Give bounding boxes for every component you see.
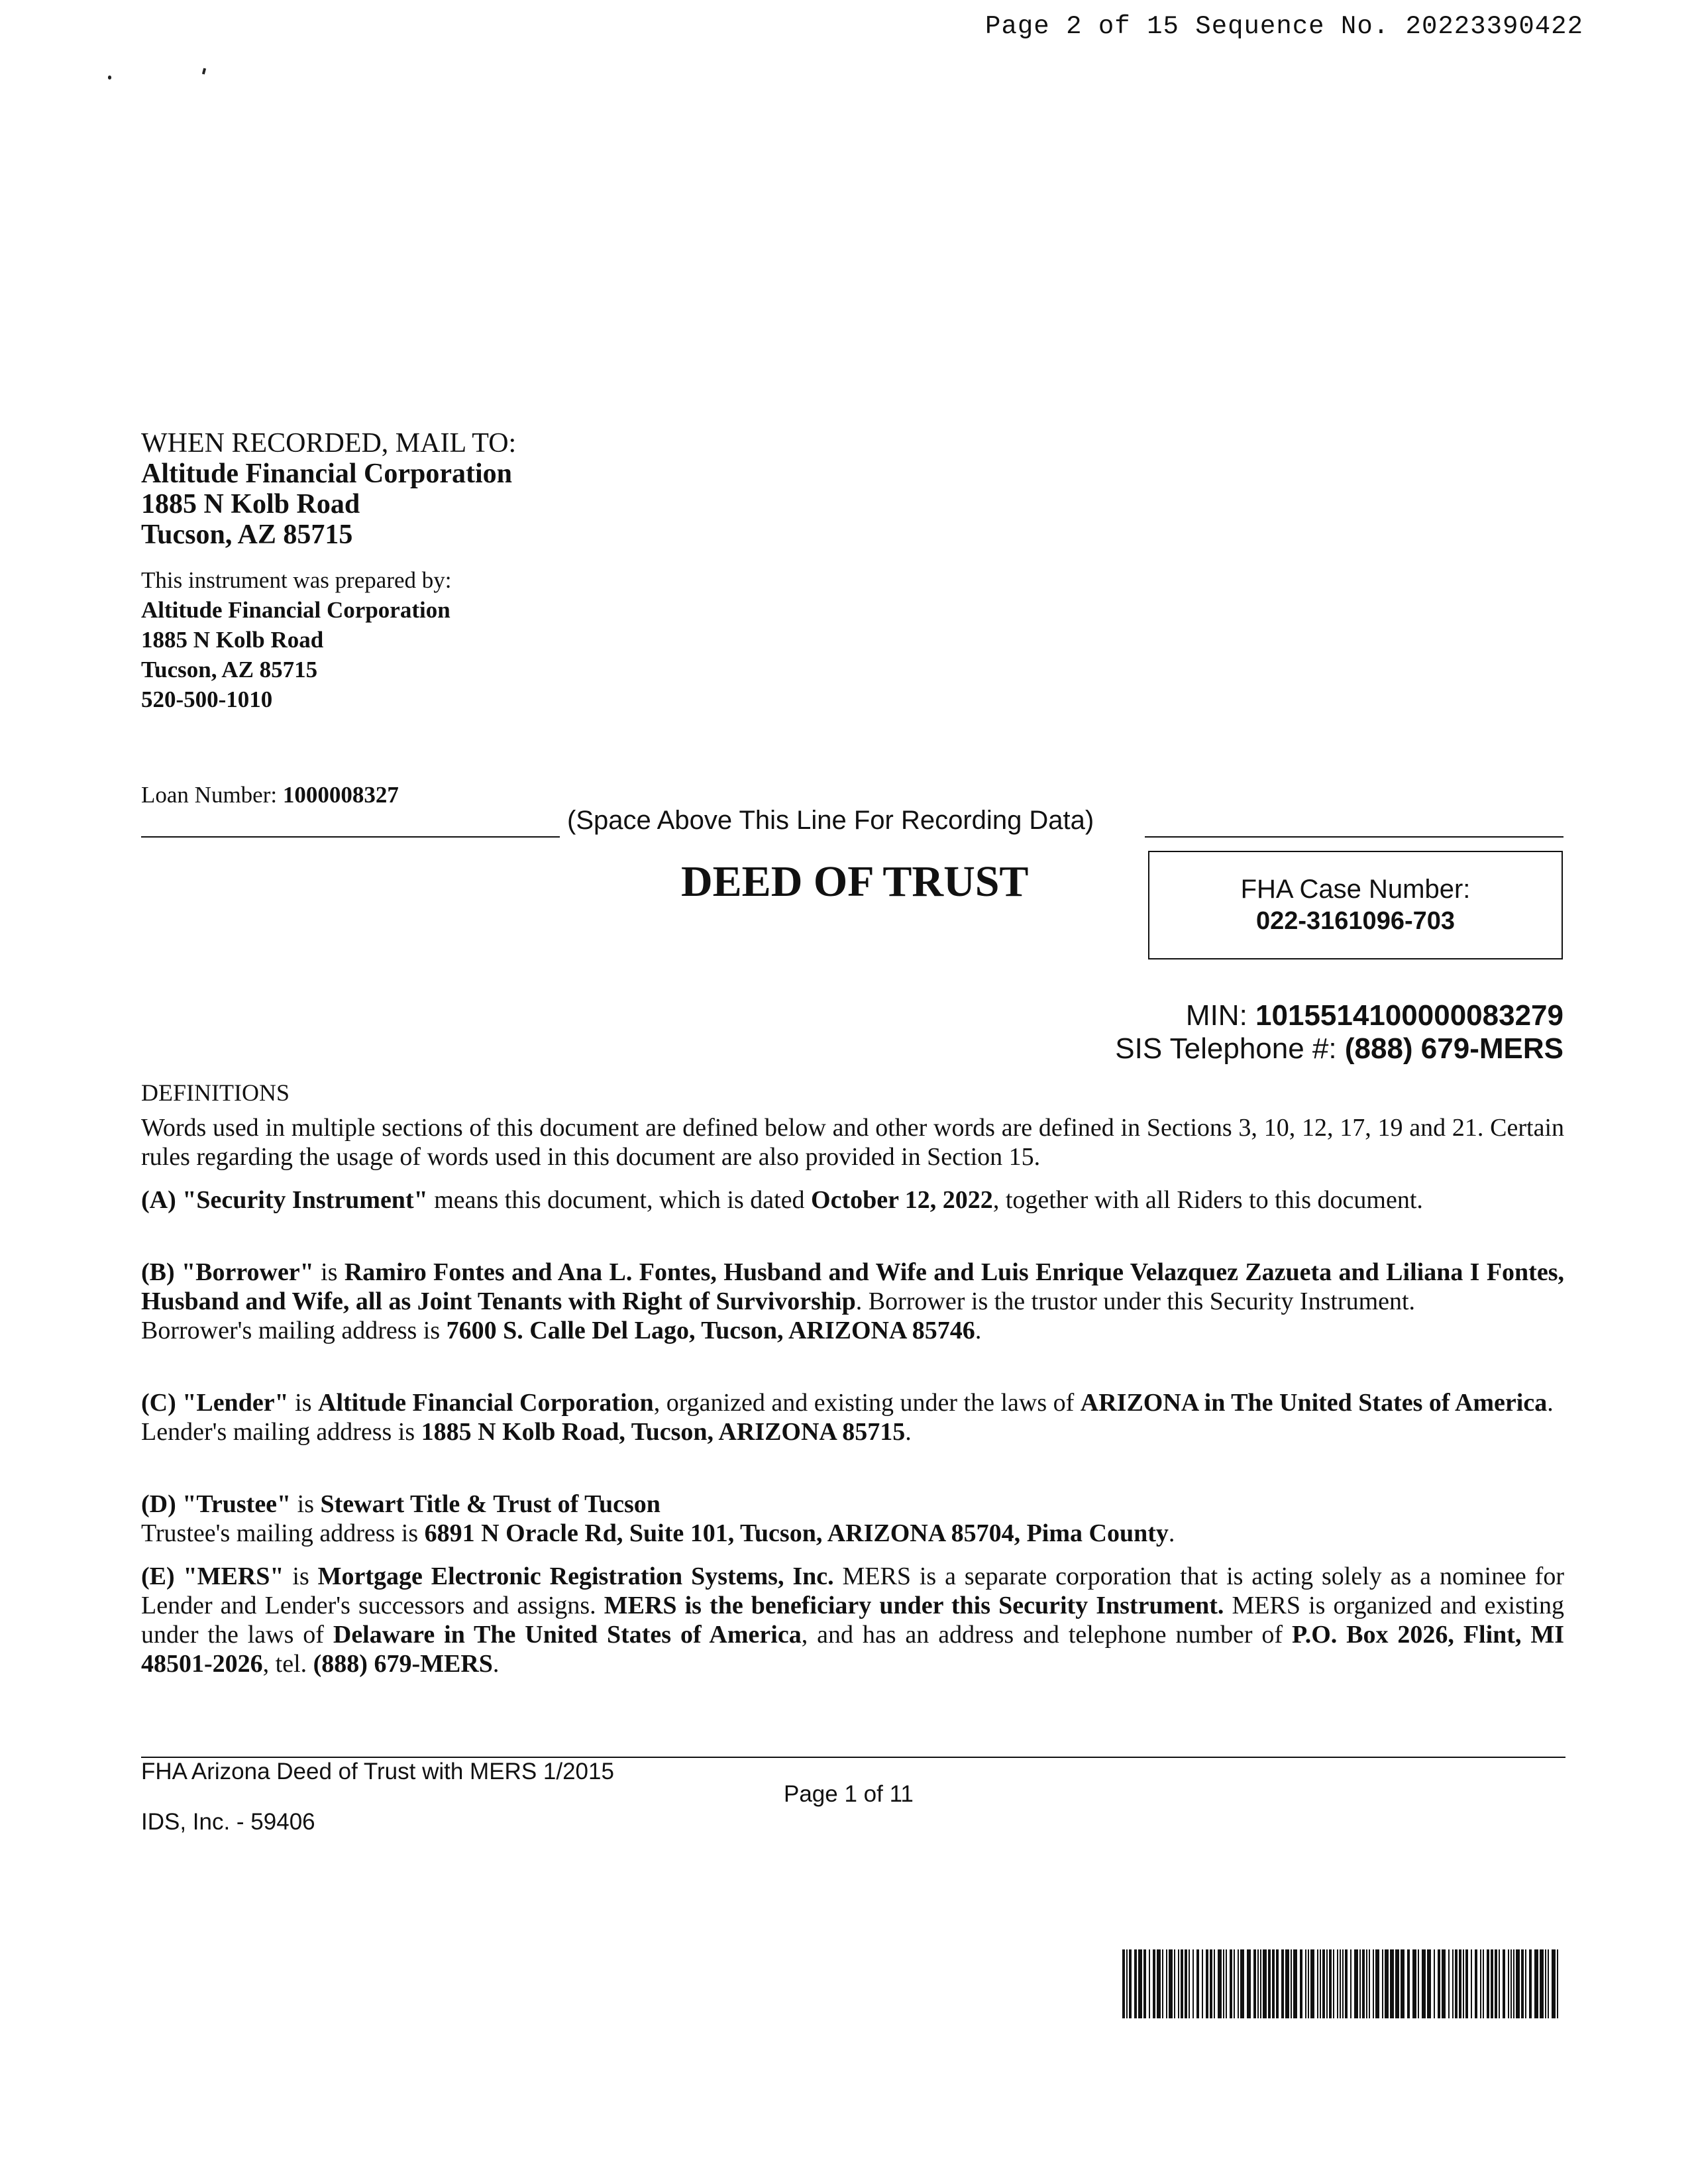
barcode-bar bbox=[1322, 1949, 1325, 2018]
barcode-bar bbox=[1169, 1949, 1173, 2018]
min-block bbox=[1115, 999, 1564, 1065]
barcode-bar bbox=[1521, 1949, 1524, 2018]
min-number: 1015514100000083279 bbox=[1255, 999, 1564, 1032]
barcode-bar bbox=[1214, 1949, 1215, 2018]
barcode-bar bbox=[1534, 1949, 1538, 2018]
barcode-bar bbox=[1202, 1949, 1203, 2018]
barcode-bar bbox=[1305, 1949, 1306, 2018]
barcode-bar bbox=[1552, 1949, 1556, 2018]
lender-name: Altitude Financial Corporation bbox=[318, 1389, 654, 1417]
barcode-bar bbox=[1407, 1949, 1410, 2018]
barcode-image bbox=[1122, 1949, 1564, 2018]
barcode-bar bbox=[1238, 1949, 1239, 2018]
barcode-bar bbox=[1129, 1949, 1132, 2018]
barcode-bar bbox=[1234, 1949, 1235, 2018]
barcode-bar bbox=[1342, 1949, 1344, 2018]
barcode-bar bbox=[1218, 1949, 1222, 2018]
barcode-bar bbox=[1230, 1949, 1232, 2018]
barcode-bar bbox=[1495, 1949, 1497, 2018]
footer-form-name: FHA Arizona Deed of Trust with MERS 1/2015 bbox=[141, 1759, 614, 1784]
barcode-bar bbox=[1122, 1949, 1125, 2018]
barcode-bar bbox=[1382, 1949, 1383, 2018]
barcode-bar bbox=[1465, 1949, 1468, 2018]
loan-number-value: 1000008327 bbox=[282, 782, 399, 808]
barcode-bar bbox=[1412, 1949, 1416, 2018]
barcode-bar bbox=[1452, 1949, 1454, 2018]
barcode-bar bbox=[1487, 1949, 1489, 2018]
barcode-bar bbox=[1310, 1949, 1314, 2018]
definition-e-text-2: MERS is a separate corporation that is acting solely as a nominee for Lender and Lender's successors and assigns. bbox=[141, 1562, 1564, 1619]
lender-jurisdiction: ARIZONA in The United States of America bbox=[1080, 1389, 1548, 1417]
fha-case-box bbox=[1148, 851, 1563, 959]
return-address-name: Altitude Financial Corporation bbox=[141, 459, 513, 489]
recording-line-right bbox=[1145, 836, 1564, 838]
barcode-bar bbox=[1189, 1949, 1190, 2018]
definition-e-term: (E) "MERS" bbox=[141, 1562, 284, 1590]
barcode-bar bbox=[1329, 1949, 1332, 2018]
barcode-bar bbox=[1373, 1949, 1374, 2018]
fha-case-number: 022-3161096-703 bbox=[1255, 907, 1456, 935]
definitions-heading: DEFINITIONS bbox=[141, 1079, 290, 1106]
barcode-bar bbox=[1525, 1949, 1526, 2018]
definitions-intro bbox=[141, 1113, 1564, 1172]
preparer-block bbox=[141, 565, 452, 714]
barcode-bar bbox=[1293, 1949, 1297, 2018]
preparer-street: 1885 N Kolb Road bbox=[141, 627, 324, 653]
barcode-bar bbox=[1138, 1949, 1142, 2018]
barcode-bar bbox=[1320, 1949, 1321, 2018]
barcode-bar bbox=[1475, 1949, 1477, 2018]
barcode-bar bbox=[1166, 1949, 1167, 2018]
barcode-bar bbox=[1529, 1949, 1532, 2018]
barcode-bar bbox=[1540, 1949, 1544, 2018]
barcode-bar bbox=[1366, 1949, 1367, 2018]
barcode-bar bbox=[1548, 1949, 1549, 2018]
barcode-bar bbox=[1337, 1949, 1338, 2018]
definition-b-names: Ramiro Fontes and Ana L. Fontes, Husband and Wife and Luis Enrique Velazquez Zazueta and Liliana I Fontes, Husband and Wife, all as Joint Tenants with Right of Survivorship bbox=[141, 1258, 1564, 1315]
barcode-bar bbox=[1359, 1949, 1361, 2018]
trustee-address: 6891 N Oracle Rd, Suite 101, Tucson, ARIZONA 85704, Pima County bbox=[424, 1519, 1169, 1547]
barcode-bar bbox=[1448, 1949, 1450, 2018]
barcode-bar bbox=[1333, 1949, 1334, 2018]
mers-address: P.O. Box 2026, Flint, MI 48501-2026 bbox=[141, 1621, 1565, 1678]
barcode-bar bbox=[1362, 1949, 1365, 2018]
barcode-bar bbox=[1345, 1949, 1348, 2018]
mers-name: Mortgage Electronic Registration Systems, Inc. bbox=[317, 1562, 834, 1590]
barcode-bar bbox=[1483, 1949, 1484, 2018]
preparer-heading: This instrument was prepared by: bbox=[141, 567, 452, 593]
barcode-bar bbox=[1157, 1949, 1161, 2018]
footer-page-number: Page 1 of 11 bbox=[784, 1781, 914, 1807]
barcode-bar bbox=[1226, 1949, 1227, 2018]
definition-a-date: October 12, 2022 bbox=[811, 1186, 993, 1214]
barcode-bar bbox=[1390, 1949, 1394, 2018]
barcode-bar bbox=[1281, 1949, 1284, 2018]
barcode-bar bbox=[1300, 1949, 1302, 2018]
barcode-bar bbox=[1192, 1949, 1194, 2018]
barcode-bar bbox=[1126, 1949, 1128, 2018]
definition-d-term: (D) "Trustee" bbox=[141, 1490, 292, 1518]
barcode-bar bbox=[1375, 1949, 1379, 2018]
barcode-bar bbox=[1463, 1949, 1464, 2018]
preparer-city: Tucson, AZ 85715 bbox=[141, 657, 318, 682]
barcode-bar bbox=[1545, 1949, 1546, 2018]
definition-e-text-4: , and has an address and telephone number of bbox=[801, 1621, 1292, 1649]
mers-phone: (888) 679-MERS bbox=[313, 1650, 493, 1678]
barcode-bar bbox=[1268, 1949, 1271, 2018]
footer-rule bbox=[141, 1757, 1565, 1758]
barcode-bar bbox=[1260, 1949, 1261, 2018]
return-address-city: Tucson, AZ 85715 bbox=[141, 519, 353, 550]
barcode-bar bbox=[1508, 1949, 1509, 2018]
barcode-bar bbox=[1134, 1949, 1137, 2018]
barcode-bar bbox=[1326, 1949, 1328, 2018]
barcode-bar bbox=[1442, 1949, 1446, 2018]
barcode-bar bbox=[1178, 1949, 1179, 2018]
barcode-bar bbox=[1350, 1949, 1352, 2018]
footer-ids: IDS, Inc. - 59406 bbox=[141, 1809, 315, 1835]
barcode-bar bbox=[1276, 1949, 1279, 2018]
barcode-bar bbox=[1491, 1949, 1493, 2018]
barcode-bar bbox=[1427, 1949, 1431, 2018]
definition-e-text-end: . bbox=[492, 1650, 500, 1678]
lender-address-end: . bbox=[905, 1418, 912, 1446]
definition-e bbox=[141, 1562, 1564, 1678]
barcode-bar bbox=[1153, 1949, 1155, 2018]
recording-line-left bbox=[141, 836, 560, 838]
barcode-bar bbox=[1438, 1949, 1440, 2018]
scan-speck bbox=[202, 68, 206, 75]
definition-c-term: (C) "Lender" bbox=[141, 1389, 289, 1417]
fha-case-label: FHA Case Number: bbox=[1240, 875, 1471, 904]
definitions-intro-text: Words used in multiple sections of this document are defined below and other words are defined in Sections 3, 10, 12, 17, 19 and 21. Certain rules regarding the usage of words used in this document are also provided in Section 15. bbox=[141, 1114, 1564, 1171]
return-address-block bbox=[141, 428, 516, 550]
barcode-bar bbox=[1513, 1949, 1514, 2018]
barcode-bar bbox=[1480, 1949, 1481, 2018]
loan-number bbox=[141, 782, 399, 808]
barcode-bar bbox=[1206, 1949, 1208, 2018]
definition-a-text-end: , together with all Riders to this document. bbox=[992, 1186, 1423, 1214]
barcode-bar bbox=[1196, 1949, 1199, 2018]
barcode-bar bbox=[1149, 1949, 1150, 2018]
definition-a-term: (A) "Security Instrument" bbox=[141, 1186, 428, 1214]
definition-c-text-end: . bbox=[1547, 1389, 1554, 1417]
barcode-bar bbox=[1308, 1949, 1309, 2018]
scan-speck bbox=[108, 76, 111, 80]
borrower-address-end: . bbox=[975, 1317, 982, 1344]
sequence-header: Page 2 of 15 Sequence No. 20223390422 bbox=[985, 12, 1583, 41]
definition-c-text: is bbox=[288, 1389, 319, 1417]
definition-b bbox=[141, 1258, 1564, 1345]
barcode-bar bbox=[1174, 1949, 1175, 2018]
barcode-bar bbox=[1185, 1949, 1187, 2018]
barcode-bar bbox=[1257, 1949, 1259, 2018]
barcode-bar bbox=[1162, 1949, 1163, 2018]
barcode-bar bbox=[1395, 1949, 1399, 2018]
barcode-bar bbox=[1285, 1949, 1289, 2018]
barcode-bar bbox=[1369, 1949, 1370, 2018]
barcode-bar bbox=[1557, 1949, 1558, 2018]
barcode-bar bbox=[1291, 1949, 1292, 2018]
recording-line-text: (Space Above This Line For Recording Data) bbox=[567, 806, 1094, 835]
barcode-bar bbox=[1247, 1949, 1251, 2018]
barcode-bar bbox=[1263, 1949, 1267, 2018]
barcode-bar bbox=[1499, 1949, 1500, 2018]
definition-b-text: is bbox=[313, 1258, 344, 1286]
barcode-bar bbox=[1503, 1949, 1505, 2018]
mers-beneficiary: MERS is the beneficiary under this Security Instrument. bbox=[604, 1592, 1224, 1619]
document-title: DEED OF TRUST bbox=[681, 857, 1029, 906]
barcode-bar bbox=[1223, 1949, 1224, 2018]
barcode-bar bbox=[1434, 1949, 1435, 2018]
barcode-bar bbox=[1385, 1949, 1389, 2018]
barcode-bar bbox=[1516, 1949, 1520, 2018]
trustee-address-end: . bbox=[1168, 1519, 1175, 1547]
preparer-name: Altitude Financial Corporation bbox=[141, 597, 450, 623]
min-label: MIN: bbox=[1185, 999, 1247, 1032]
lender-address: 1885 N Kolb Road, Tucson, ARIZONA 85715 bbox=[421, 1418, 906, 1446]
definition-a-text: means this document, which is dated bbox=[427, 1186, 812, 1214]
lender-address-label: Lender's mailing address is bbox=[141, 1418, 421, 1446]
barcode-bar bbox=[1459, 1949, 1461, 2018]
loan-number-label: Loan Number: bbox=[141, 782, 278, 808]
barcode-bar bbox=[1181, 1949, 1183, 2018]
sis-label: SIS Telephone #: bbox=[1115, 1032, 1337, 1065]
barcode-bar bbox=[1143, 1949, 1146, 2018]
definition-c bbox=[141, 1388, 1564, 1447]
return-address-heading: WHEN RECORDED, MAIL TO: bbox=[141, 428, 517, 459]
definition-b-term: (B) "Borrower" bbox=[141, 1258, 314, 1286]
barcode-bar bbox=[1240, 1949, 1244, 2018]
trustee-address-label: Trustee's mailing address is bbox=[141, 1519, 425, 1547]
mers-jurisdiction: Delaware in The United States of America bbox=[333, 1621, 802, 1649]
definition-b-text-end: . Borrower is the trustor under this Security Instrument. bbox=[855, 1287, 1416, 1315]
definition-c-text-mid: , organized and existing under the laws of bbox=[653, 1389, 1081, 1417]
preparer-phone: 520-500-1010 bbox=[141, 686, 273, 712]
definition-e-text-5: , tel. bbox=[262, 1650, 313, 1678]
barcode-bar bbox=[1455, 1949, 1458, 2018]
definition-d-text: is bbox=[291, 1490, 321, 1518]
sis-number: (888) 679-MERS bbox=[1344, 1032, 1564, 1065]
barcode-bar bbox=[1510, 1949, 1512, 2018]
barcode-bar bbox=[1210, 1949, 1212, 2018]
barcode-bar bbox=[1418, 1949, 1419, 2018]
barcode-bar bbox=[1272, 1949, 1275, 2018]
definition-a bbox=[141, 1185, 1564, 1215]
barcode-bar bbox=[1471, 1949, 1472, 2018]
barcode-bar bbox=[1401, 1949, 1404, 2018]
definition-e-text: is bbox=[284, 1562, 318, 1590]
barcode-bar bbox=[1422, 1949, 1426, 2018]
definition-e-text-3: MERS is organized and existing under the laws of bbox=[141, 1592, 1564, 1649]
definition-d bbox=[141, 1490, 1564, 1548]
borrower-address-label: Borrower's mailing address is bbox=[141, 1317, 447, 1344]
barcode-bar bbox=[1340, 1949, 1341, 2018]
borrower-address: 7600 S. Calle Del Lago, Tucson, ARIZONA 85746 bbox=[446, 1317, 975, 1344]
return-address-street: 1885 N Kolb Road bbox=[141, 489, 360, 519]
barcode-bar bbox=[1354, 1949, 1358, 2018]
barcode-bar bbox=[1317, 1949, 1318, 2018]
trustee-name: Stewart Title & Trust of Tucson bbox=[320, 1490, 661, 1518]
barcode-bar bbox=[1253, 1949, 1256, 2018]
